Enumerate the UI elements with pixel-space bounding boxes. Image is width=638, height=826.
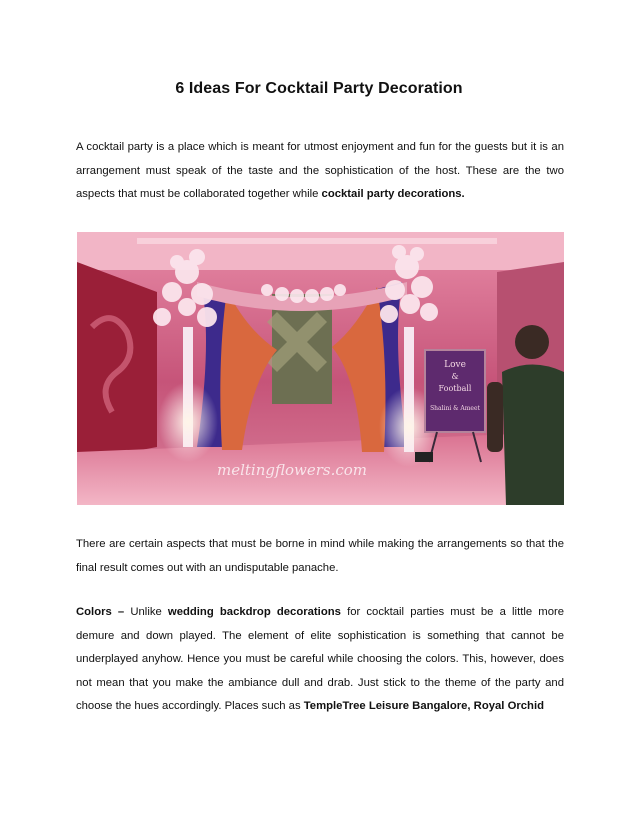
sign-line-2: & xyxy=(451,372,459,381)
colors-paragraph xyxy=(76,601,564,719)
decoration-photo xyxy=(77,232,564,505)
sign-line-3: Football xyxy=(438,384,472,393)
intro-text: A cocktail party is a place which is meant for utmost enjoyment and fun for the guests but it is an arrangement must speak of the taste and the sophistication of the host. These are the two aspects that must be collaborated together while xyxy=(76,141,564,200)
venues-bold: TempleTree Leisure Bangalore, Royal Orchid xyxy=(303,700,544,712)
intro-bold-phrase: cocktail party decorations. xyxy=(321,188,465,200)
page-title: 6 Ideas For Cocktail Party Decoration xyxy=(175,80,463,97)
intro-paragraph xyxy=(76,136,564,207)
wedding-backdrop-link: wedding backdrop decorations xyxy=(167,606,341,618)
colors-text-1: Unlike xyxy=(124,606,168,618)
sign-line-1: Love xyxy=(444,360,466,370)
sign-line-4: Shalini & Ameet xyxy=(430,405,480,412)
photo-watermark: meltingflowers.com xyxy=(216,461,368,479)
colors-heading: Colors – xyxy=(76,606,125,618)
aspects-paragraph: There are certain aspects that must be borne in mind while making the arrangements so that the final result comes out with an undisputable panache. xyxy=(76,538,564,574)
colors-text-2: for cocktail parties must be a little more demure and down played. The element of elite sophistication is something that cannot be underplayed anyhow. Hence you must be careful while choosing the colors. This, however, does not mean that you make the ambiance dull and drab. Just stick to the theme of the party and choose the hues accordingly. Places such as xyxy=(76,606,565,712)
